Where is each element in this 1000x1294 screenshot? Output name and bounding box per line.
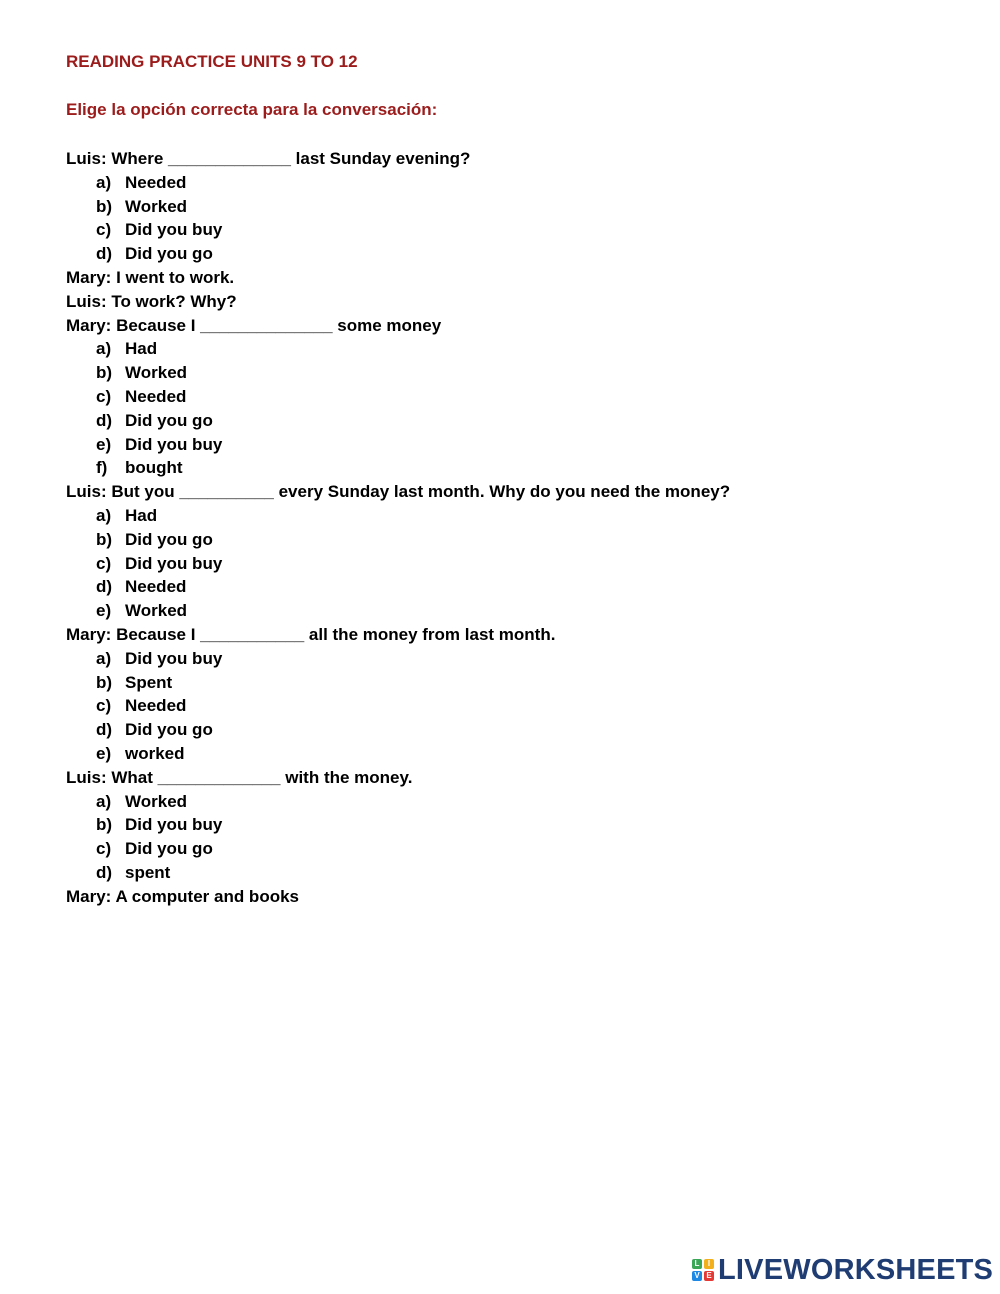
option-text: worked — [125, 743, 185, 763]
answer-option[interactable] — [66, 718, 966, 742]
logo-mark-cell: E — [704, 1271, 714, 1281]
answer-option[interactable] — [66, 242, 966, 266]
liveworksheets-logo — [692, 1254, 993, 1286]
option-text: Did you buy — [125, 553, 223, 573]
option-text: Worked — [125, 196, 188, 216]
option-letter: c) — [96, 839, 112, 859]
instruction-text: Elige la opción correcta para la conversación: — [66, 100, 438, 119]
answer-option[interactable] — [66, 552, 966, 576]
option-letter: c) — [96, 553, 112, 573]
answer-option[interactable] — [66, 433, 966, 457]
option-text: Did you buy — [125, 434, 223, 454]
option-letter: b) — [96, 672, 113, 692]
option-letter: c) — [96, 220, 112, 240]
option-letter: a) — [96, 505, 112, 525]
option-text: Did you go — [125, 244, 213, 264]
answer-option[interactable] — [66, 385, 966, 409]
answer-option[interactable] — [66, 361, 966, 385]
logo-mark-cell: I — [704, 1259, 714, 1269]
answer-option[interactable] — [66, 790, 966, 814]
option-text: Did you go — [125, 410, 213, 430]
logo-mark-cell: L — [692, 1259, 702, 1269]
option-letter: b) — [96, 196, 113, 216]
option-letter: e) — [96, 434, 112, 454]
dialogue-line: Luis: But you __________ every Sunday last month. Why do you need the money? — [66, 482, 731, 502]
answer-option[interactable] — [66, 504, 966, 528]
option-text: Worked — [125, 791, 188, 811]
option-letter: d) — [96, 577, 113, 597]
option-text: Did you buy — [125, 648, 223, 668]
option-text: Did you go — [125, 529, 213, 549]
answer-option[interactable] — [66, 195, 966, 219]
answer-option[interactable] — [66, 409, 966, 433]
option-letter: f) — [96, 458, 108, 478]
dialogue-list — [66, 147, 966, 909]
option-letter: e) — [96, 601, 112, 621]
option-text: Spent — [125, 672, 173, 692]
option-text: Did you go — [125, 839, 213, 859]
dialogue-line: Mary: A computer and books — [66, 886, 299, 906]
answer-option[interactable] — [66, 218, 966, 242]
answer-option[interactable] — [66, 861, 966, 885]
option-text: Had — [125, 505, 158, 525]
dialogue-line: Luis: Where _____________ last Sunday evening? — [66, 149, 471, 168]
answer-option[interactable] — [66, 599, 966, 623]
option-letter: a) — [96, 791, 112, 811]
page-title: READING PRACTICE UNITS 9 TO 12 — [66, 52, 358, 71]
dialogue-line: Mary: I went to work. — [66, 267, 235, 287]
option-text: Needed — [125, 577, 187, 597]
option-text: Did you buy — [125, 220, 223, 240]
option-text: Needed — [125, 172, 187, 192]
option-text: Worked — [125, 363, 188, 383]
answer-option[interactable] — [66, 528, 966, 552]
dialogue-line: Luis: What _____________ with the money. — [66, 767, 413, 787]
option-letter: c) — [96, 386, 112, 406]
logo-mark-cell: V — [692, 1271, 702, 1281]
option-letter: b) — [96, 529, 113, 549]
dialogue-line: Mary: Because I ______________ some money — [66, 315, 442, 335]
option-text: Had — [125, 339, 158, 359]
dialogue-line: Mary: Because I ___________ all the money from last month. — [66, 624, 556, 644]
answer-option[interactable] — [66, 694, 966, 718]
option-text: Did you buy — [125, 815, 223, 835]
option-letter: d) — [96, 720, 113, 740]
option-letter: d) — [96, 410, 113, 430]
answer-option[interactable] — [66, 171, 966, 195]
answer-option[interactable] — [66, 575, 966, 599]
answer-option[interactable] — [66, 337, 966, 361]
option-letter: d) — [96, 862, 113, 882]
option-text: Needed — [125, 696, 187, 716]
option-letter: d) — [96, 244, 113, 264]
option-text: spent — [125, 862, 171, 882]
option-letter: a) — [96, 648, 112, 668]
answer-option[interactable] — [66, 456, 966, 480]
option-letter: b) — [96, 363, 113, 383]
answer-option[interactable] — [66, 671, 966, 695]
option-letter: a) — [96, 339, 112, 359]
option-text: Did you go — [125, 720, 213, 740]
option-letter: c) — [96, 696, 112, 716]
answer-option[interactable] — [66, 647, 966, 671]
option-letter: b) — [96, 815, 113, 835]
option-letter: e) — [96, 743, 112, 763]
option-text: bought — [125, 458, 183, 478]
option-letter: a) — [96, 172, 112, 192]
option-text: Needed — [125, 386, 187, 406]
answer-option[interactable] — [66, 742, 966, 766]
option-text: Worked — [125, 601, 188, 621]
answer-option[interactable] — [66, 813, 966, 837]
answer-option[interactable] — [66, 837, 966, 861]
logo-text: LIVEWORKSHEETS — [718, 1253, 994, 1286]
logo-mark-icon — [692, 1259, 714, 1281]
dialogue-line: Luis: To work? Why? — [66, 291, 237, 311]
